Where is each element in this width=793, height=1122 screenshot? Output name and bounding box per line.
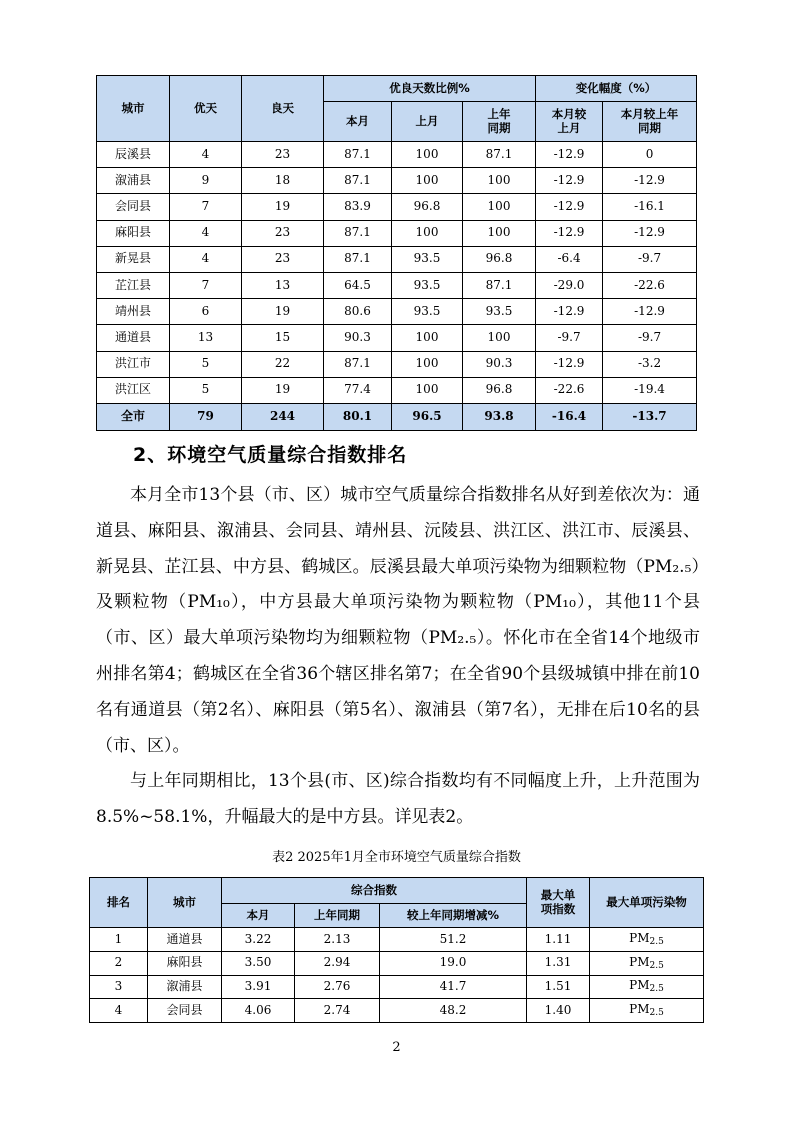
- table-row: [90, 928, 704, 952]
- cell-last: 100: [392, 377, 463, 403]
- cell-cy: -12.9: [603, 168, 697, 194]
- cell-chg: 19.0: [380, 951, 527, 975]
- cell-excellent: 5: [170, 377, 242, 403]
- cell-rank: 4: [90, 999, 148, 1023]
- header-max-pollutant: 最大单项污染物: [590, 878, 704, 928]
- table-total-row: [97, 403, 697, 430]
- header-change-group: 变化幅度（%）: [536, 76, 697, 102]
- table-row: [97, 220, 697, 246]
- cell-this: 80.6: [324, 299, 392, 325]
- cell-this: 64.5: [324, 272, 392, 298]
- cell-ly: 100: [463, 325, 536, 351]
- cell-city: 会同县: [148, 999, 222, 1023]
- table-row: [97, 299, 697, 325]
- total-this: 80.1: [324, 403, 392, 430]
- header-city: 城市: [148, 878, 222, 928]
- header-last-year: 上年 同期: [463, 102, 536, 142]
- cell-this: 83.9: [324, 194, 392, 220]
- total-excellent: 79: [170, 403, 242, 430]
- cell-ly: 93.5: [463, 299, 536, 325]
- cell-cy: -12.9: [603, 299, 697, 325]
- pollutant-name: PM: [629, 1002, 650, 1017]
- cell-this: 77.4: [324, 377, 392, 403]
- total-cm: -16.4: [536, 403, 603, 430]
- cell-ly: 90.3: [463, 351, 536, 377]
- cell-last: 100: [392, 168, 463, 194]
- header-this-month: 本月: [222, 904, 295, 928]
- cell-max: 1.40: [527, 999, 590, 1023]
- pollutant-name: PM: [629, 930, 650, 945]
- cell-ly: 2.76: [295, 975, 380, 999]
- header-last-year: 上年同期: [295, 904, 380, 928]
- cell-cy: -3.2: [603, 351, 697, 377]
- pollutant-name: PM: [629, 978, 650, 993]
- header-this-month: 本月: [324, 102, 392, 142]
- cell-last: 96.8: [392, 194, 463, 220]
- cell-pollutant: [590, 951, 704, 975]
- cell-good: 23: [242, 220, 324, 246]
- cell-cm: -12.9: [536, 351, 603, 377]
- cell-this: 3.22: [222, 928, 295, 952]
- cell-city: 洪江市: [97, 351, 170, 377]
- section-heading: 2、环境空气质量综合指数排名: [133, 444, 408, 466]
- header-excellent-days: 优天: [170, 76, 242, 142]
- cell-rank: 2: [90, 951, 148, 975]
- paragraph-comparison: 与上年同期相比，13个县(市、区)综合指数均有不同幅度上升，上升范围为8.5%~58.1%，升幅最大的是中方县。详见表2。: [96, 771, 700, 827]
- cell-cy: -9.7: [603, 246, 697, 272]
- cell-excellent: 6: [170, 299, 242, 325]
- header-change: 较上年同期增减%: [380, 904, 527, 928]
- cell-cm: -12.9: [536, 168, 603, 194]
- header-vs-last-year: 本月较上年 同期: [603, 102, 697, 142]
- cell-chg: 41.7: [380, 975, 527, 999]
- cell-this: 87.1: [324, 168, 392, 194]
- good-days-table: [96, 75, 697, 431]
- cell-good: 23: [242, 246, 324, 272]
- table2-caption: 表2 2025年1月全市环境空气质量综合指数: [272, 850, 521, 865]
- cell-ly: 87.1: [463, 272, 536, 298]
- cell-city: 通道县: [97, 325, 170, 351]
- cell-cm: -29.0: [536, 272, 603, 298]
- total-ly: 93.8: [463, 403, 536, 430]
- cell-cm: -12.9: [536, 142, 603, 168]
- cell-last: 100: [392, 142, 463, 168]
- cell-last: 100: [392, 325, 463, 351]
- cell-excellent: 7: [170, 194, 242, 220]
- table-row: [97, 246, 697, 272]
- table-row: [97, 325, 697, 351]
- cell-city: 辰溪县: [97, 142, 170, 168]
- cell-rank: 3: [90, 975, 148, 999]
- cell-good: 19: [242, 299, 324, 325]
- cell-this: 4.06: [222, 999, 295, 1023]
- cell-ly: 87.1: [463, 142, 536, 168]
- cell-cm: -12.9: [536, 194, 603, 220]
- cell-this: 87.1: [324, 351, 392, 377]
- cell-ly: 100: [463, 220, 536, 246]
- cell-city: 通道县: [148, 928, 222, 952]
- cell-city: 芷江县: [97, 272, 170, 298]
- cell-this: 87.1: [324, 246, 392, 272]
- cell-ly: 96.8: [463, 246, 536, 272]
- cell-this: 90.3: [324, 325, 392, 351]
- cell-excellent: 7: [170, 272, 242, 298]
- header-index-group: 综合指数: [222, 878, 527, 904]
- header-vs-last-month: 本月较 上月: [536, 102, 603, 142]
- cell-last: 93.5: [392, 246, 463, 272]
- table-row: [97, 272, 697, 298]
- cell-this: 87.1: [324, 220, 392, 246]
- total-cy: -13.7: [603, 403, 697, 430]
- header-city: 城市: [97, 76, 170, 142]
- cell-city: 溆浦县: [97, 168, 170, 194]
- cell-ly: 100: [463, 194, 536, 220]
- cell-city: 靖州县: [97, 299, 170, 325]
- header-ratio-group: 优良天数比例%: [324, 76, 536, 102]
- cell-cy: -9.7: [603, 325, 697, 351]
- cell-excellent: 4: [170, 246, 242, 272]
- cell-pollutant: [590, 999, 704, 1023]
- cell-max: 1.31: [527, 951, 590, 975]
- cell-good: 19: [242, 194, 324, 220]
- cell-excellent: 4: [170, 142, 242, 168]
- cell-cy: -12.9: [603, 220, 697, 246]
- cell-pollutant: [590, 975, 704, 999]
- header-max-single-index: 最大单 项指数: [527, 878, 590, 928]
- total-city: 全市: [97, 403, 170, 430]
- cell-ly: 2.94: [295, 951, 380, 975]
- cell-cm: -12.9: [536, 299, 603, 325]
- cell-cm: -9.7: [536, 325, 603, 351]
- total-good: 244: [242, 403, 324, 430]
- cell-last: 93.5: [392, 299, 463, 325]
- cell-cy: -19.4: [603, 377, 697, 403]
- cell-excellent: 9: [170, 168, 242, 194]
- cell-ly: 2.13: [295, 928, 380, 952]
- cell-good: 18: [242, 168, 324, 194]
- table-row: [97, 168, 697, 194]
- cell-this: 3.91: [222, 975, 295, 999]
- cell-city: 麻阳县: [97, 220, 170, 246]
- header-last-month: 上月: [392, 102, 463, 142]
- cell-last: 100: [392, 220, 463, 246]
- pollutant-subscript: 2.5: [649, 984, 664, 995]
- cell-rank: 1: [90, 928, 148, 952]
- cell-max: 1.51: [527, 975, 590, 999]
- cell-ly: 2.74: [295, 999, 380, 1023]
- pollutant-subscript: 2.5: [649, 960, 664, 971]
- cell-cm: -6.4: [536, 246, 603, 272]
- cell-cm: -12.9: [536, 220, 603, 246]
- cell-good: 15: [242, 325, 324, 351]
- cell-chg: 48.2: [380, 999, 527, 1023]
- paragraph-ranking: 本月全市13个县（市、区）城市空气质量综合指数排名从好到差依次为：通道县、麻阳县、溆浦县、会同县、靖州县、沅陵县、洪江区、洪江市、辰溪县、新晃县、芷江县、中方县、鹤城区。辰溪县最大单项污染物为细颗粒物（PM₂.₅）及颗粒物（PM₁₀），中方县最大单项污染物为颗粒物（PM₁₀），其他11个县（市、区）最大单项污染物均为细颗粒物（PM₂.₅）。怀化市在全省14个地级市州排名第4；鹤城区在全省36个辖区排名第7；在全省90个县级城镇中排在前10名有通道县（第2名）、麻阳县（第5名）、溆浦县（第7名），无排在后10名的县（市、区）。: [96, 485, 700, 756]
- cell-excellent: 5: [170, 351, 242, 377]
- pollutant-name: PM: [629, 954, 650, 969]
- cell-city: 溆浦县: [148, 975, 222, 999]
- cell-ly: 100: [463, 168, 536, 194]
- cell-city: 会同县: [97, 194, 170, 220]
- cell-max: 1.11: [527, 928, 590, 952]
- header-good-days: 良天: [242, 76, 324, 142]
- cell-city: 新晃县: [97, 246, 170, 272]
- cell-good: 23: [242, 142, 324, 168]
- page-number: 2: [392, 1040, 401, 1055]
- cell-city: 麻阳县: [148, 951, 222, 975]
- cell-cm: -22.6: [536, 377, 603, 403]
- cell-this: 3.50: [222, 951, 295, 975]
- table-row: [97, 194, 697, 220]
- cell-cy: -16.1: [603, 194, 697, 220]
- table-row: [97, 351, 697, 377]
- cell-ly: 96.8: [463, 377, 536, 403]
- cell-last: 93.5: [392, 272, 463, 298]
- table-row: [97, 377, 697, 403]
- cell-good: 22: [242, 351, 324, 377]
- table-row: [90, 951, 704, 975]
- cell-excellent: 13: [170, 325, 242, 351]
- pollutant-subscript: 2.5: [649, 1008, 664, 1019]
- cell-good: 13: [242, 272, 324, 298]
- table-row: [97, 142, 697, 168]
- cell-excellent: 4: [170, 220, 242, 246]
- cell-pollutant: [590, 928, 704, 952]
- table-row: [90, 975, 704, 999]
- cell-chg: 51.2: [380, 928, 527, 952]
- table-row: [90, 999, 704, 1023]
- cell-this: 87.1: [324, 142, 392, 168]
- composite-index-table: [89, 877, 704, 1023]
- pollutant-subscript: 2.5: [649, 936, 664, 947]
- cell-city: 洪江区: [97, 377, 170, 403]
- cell-cy: -22.6: [603, 272, 697, 298]
- cell-good: 19: [242, 377, 324, 403]
- cell-cy: 0: [603, 142, 697, 168]
- cell-last: 100: [392, 351, 463, 377]
- header-rank: 排名: [90, 878, 148, 928]
- total-last: 96.5: [392, 403, 463, 430]
